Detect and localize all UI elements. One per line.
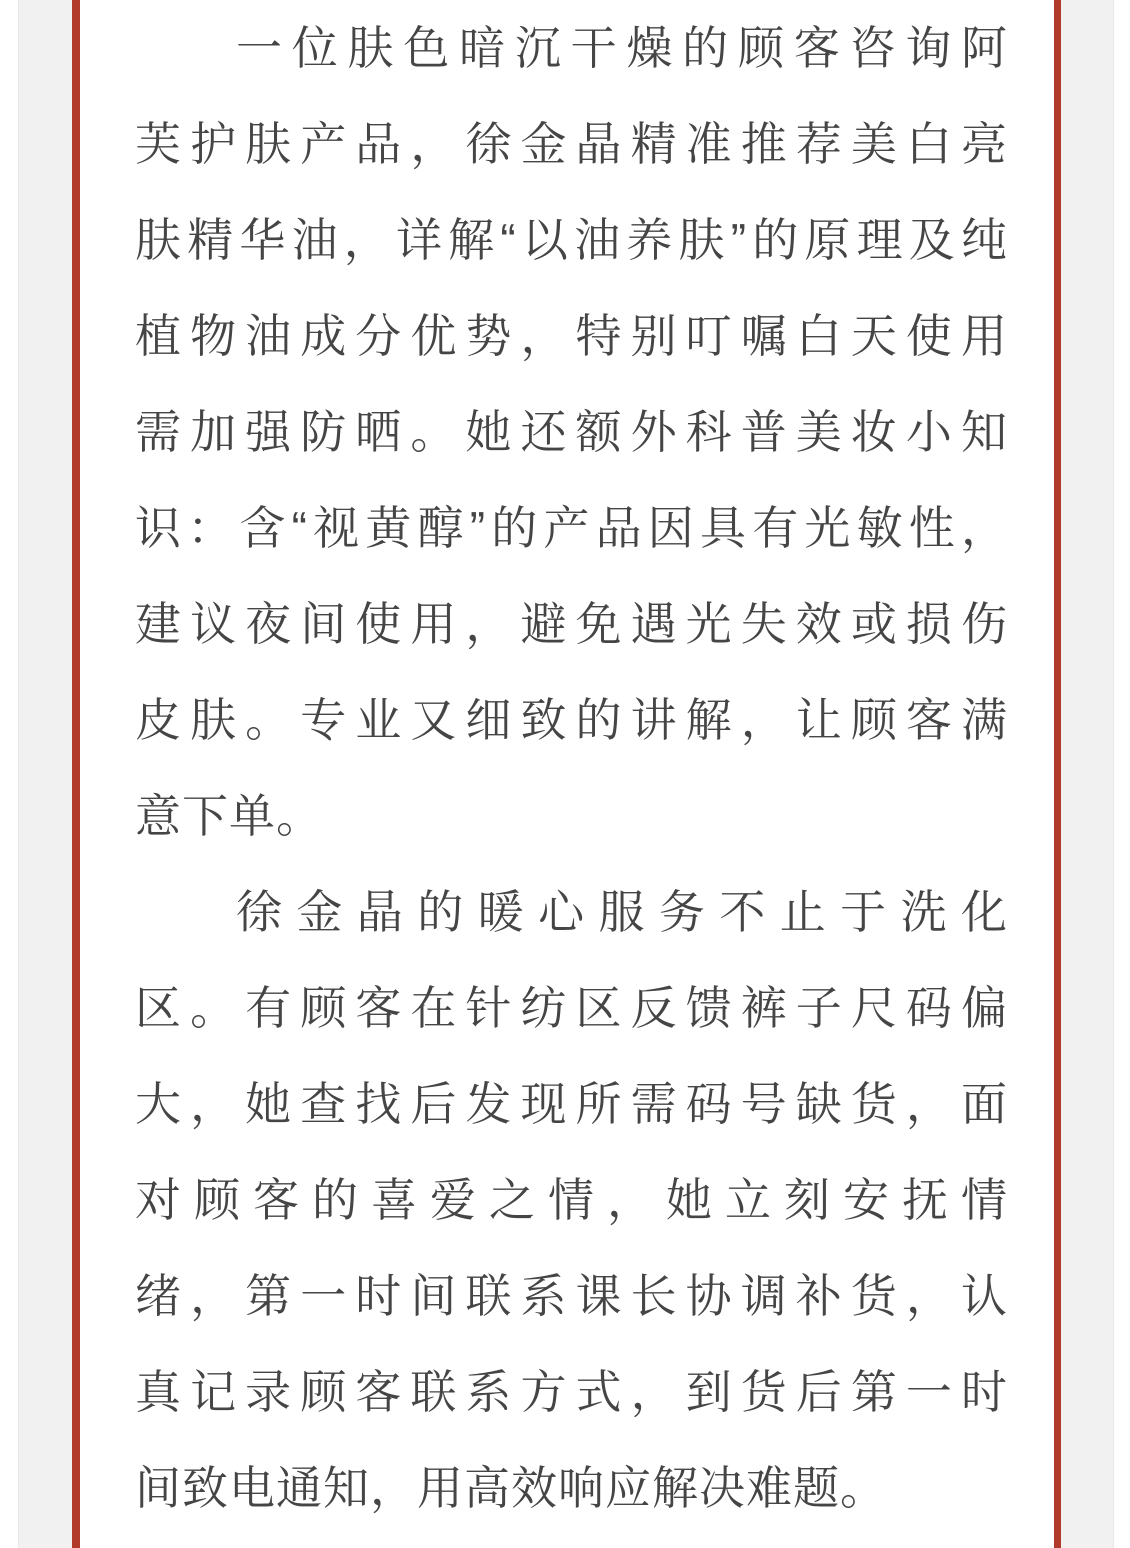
text-line: 绪，第一时间联系课长协调补货，认 <box>135 1270 1007 1322</box>
text-line: 区。有顾客在针纺区反馈裤子尺码偏 <box>135 982 1007 1034</box>
right-red-border <box>1054 0 1061 1548</box>
text-line: 间致电通知，用高效响应解决难题。 <box>135 1462 887 1514</box>
text-line: 皮肤。专业又细致的讲解，让顾客满 <box>135 694 1007 746</box>
text-line: 植物油成分优势，特别叮嘱白天使用 <box>135 310 1007 362</box>
text-line: 对顾客的喜爱之情，她立刻安抚情 <box>135 1174 1007 1226</box>
text-line: 识：含“视黄醇”的产品因具有光敏性， <box>135 502 1007 554</box>
left-gutter <box>18 0 72 1548</box>
text-line: 真记录顾客联系方式，到货后第一时 <box>135 1366 1007 1418</box>
text-line: 芙护肤产品，徐金晶精准推荐美白亮 <box>135 118 1007 170</box>
text-line: 意下单。 <box>135 790 323 842</box>
text-line: 徐金晶的暖心服务不止于洗化 <box>236 886 1007 938</box>
article-body <box>135 0 1007 1536</box>
text-line: 肤精华油，详解“以油养肤”的原理及纯 <box>135 214 1007 266</box>
text-line: 需加强防晒。她还额外科普美妆小知 <box>135 406 1007 458</box>
text-line: 建议夜间使用，避免遇光失效或损伤 <box>135 598 1007 650</box>
text-line: 一位肤色暗沉干燥的顾客咨询阿 <box>236 22 1007 74</box>
left-red-border <box>72 0 80 1548</box>
text-line: 大，她查找后发现所需码号缺货，面 <box>135 1078 1007 1130</box>
right-gutter <box>1061 0 1114 1548</box>
